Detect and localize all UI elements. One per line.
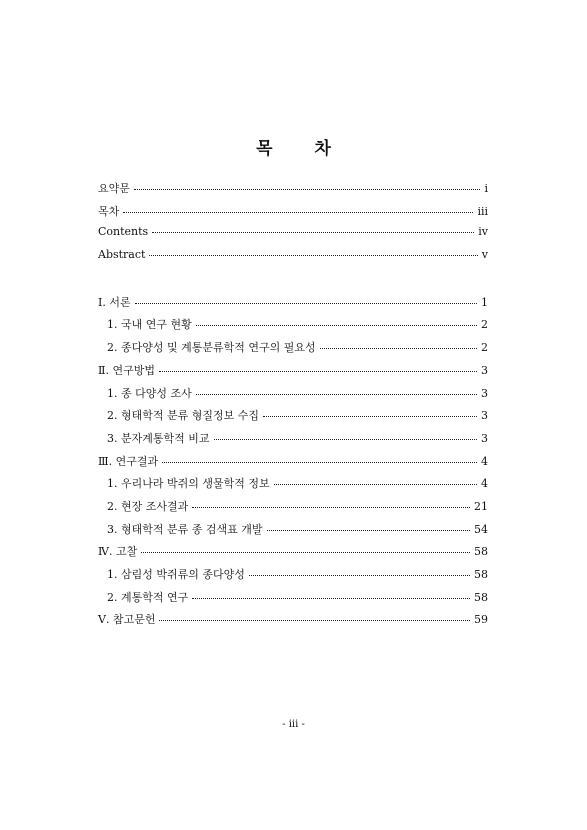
toc-entry-page: 59 <box>474 613 488 627</box>
toc-entry[interactable] <box>98 225 488 248</box>
toc-entry-page: 4 <box>481 454 488 468</box>
toc-entry[interactable] <box>98 589 488 612</box>
toc-entry-page: 3 <box>481 431 488 445</box>
toc-dot-leader <box>192 499 470 508</box>
toc-entry-label: Abstract <box>98 248 146 262</box>
toc-entry-label: 요약문 <box>98 182 130 195</box>
toc-entry[interactable] <box>98 248 488 271</box>
toc-dot-leader <box>196 317 477 326</box>
toc-entry[interactable] <box>98 566 488 589</box>
toc-entry-page: iii <box>477 204 488 218</box>
toc-entry[interactable] <box>98 203 488 226</box>
toc-entry-page: 58 <box>474 545 488 559</box>
table-of-contents <box>98 180 488 634</box>
toc-entry[interactable] <box>98 294 488 317</box>
toc-entry[interactable] <box>98 453 488 476</box>
toc-entry[interactable] <box>98 316 488 339</box>
toc-dot-leader <box>214 431 478 440</box>
toc-entry[interactable] <box>98 611 488 634</box>
toc-entry-label: Ⅰ. 서론 <box>98 295 131 309</box>
toc-entry-page: 21 <box>474 499 488 513</box>
toc-entry[interactable] <box>98 339 488 362</box>
toc-entry-label: Ⅴ. 참고문헌 <box>98 613 156 627</box>
toc-dot-leader <box>123 204 473 213</box>
toc-entry-label: 1. 종 다양성 조사 <box>107 386 192 400</box>
toc-dot-leader <box>274 476 477 485</box>
toc-front-matter <box>98 180 488 271</box>
toc-entry[interactable] <box>98 385 488 408</box>
toc-chapters <box>98 294 488 634</box>
toc-entry-page: 58 <box>474 590 488 604</box>
toc-dot-leader <box>141 544 470 553</box>
toc-entry[interactable] <box>98 430 488 453</box>
toc-dot-leader <box>149 247 477 256</box>
toc-entry[interactable] <box>98 362 488 385</box>
toc-entry-label: 2. 형태학적 분류 형질정보 수집 <box>107 409 259 423</box>
toc-entry-page: 3 <box>481 363 488 377</box>
toc-dot-leader <box>196 386 477 395</box>
toc-entry-page: 3 <box>481 386 488 400</box>
toc-entry-page: iv <box>478 225 488 239</box>
toc-gap <box>98 271 488 294</box>
toc-entry-label: Contents <box>98 225 149 239</box>
toc-entry[interactable] <box>98 498 488 521</box>
toc-entry-label: 2. 현장 조사결과 <box>107 499 189 513</box>
toc-entry-label: Ⅱ. 연구방법 <box>98 363 155 377</box>
toc-dot-leader <box>249 567 470 576</box>
toc-entry-page: i <box>484 182 488 195</box>
toc-dot-leader <box>134 181 481 190</box>
toc-entry[interactable] <box>98 180 488 203</box>
toc-entry-page: 1 <box>481 295 488 309</box>
toc-entry-page: 58 <box>474 568 488 581</box>
toc-dot-leader <box>267 522 471 531</box>
toc-entry[interactable] <box>98 521 488 544</box>
toc-dot-leader <box>159 612 470 621</box>
toc-dot-leader <box>152 224 474 233</box>
toc-entry-label: 1. 삼림성 박쥐류의 종다양성 <box>107 568 245 581</box>
toc-dot-leader <box>159 363 477 372</box>
toc-entry-label: 3. 분자계통학적 비교 <box>107 431 210 445</box>
toc-dot-leader <box>263 408 477 417</box>
toc-dot-leader <box>192 590 470 599</box>
toc-entry-page: 4 <box>481 477 488 491</box>
page-number: - iii - <box>282 719 305 730</box>
toc-entry-label: Ⅳ. 고찰 <box>98 545 138 559</box>
toc-entry[interactable] <box>98 475 488 498</box>
toc-entry-page: v <box>481 248 488 262</box>
toc-dot-leader <box>320 340 477 349</box>
toc-dot-leader <box>162 454 477 463</box>
toc-entry-label: 목차 <box>98 204 120 218</box>
toc-entry-page: 2 <box>481 318 488 332</box>
toc-entry-label: 2. 종다양성 및 계통분류학적 연구의 필요성 <box>107 341 316 355</box>
toc-entry[interactable] <box>98 543 488 566</box>
toc-entry-page: 54 <box>474 522 488 536</box>
toc-entry-label: 2. 계통학적 연구 <box>107 590 189 604</box>
toc-entry-page: 3 <box>481 409 488 423</box>
toc-dot-leader <box>135 295 477 304</box>
toc-entry-label: 1. 우리나라 박쥐의 생물학적 정보 <box>107 477 270 491</box>
toc-entry[interactable] <box>98 407 488 430</box>
toc-entry-label: 1. 국내 연구 현황 <box>107 318 192 332</box>
toc-entry-label: 3. 형태학적 분류 종 검색표 개발 <box>107 522 263 536</box>
toc-entry-label: Ⅲ. 연구결과 <box>98 454 159 468</box>
page-title: 목 차 <box>256 139 349 159</box>
toc-entry-page: 2 <box>481 341 488 355</box>
